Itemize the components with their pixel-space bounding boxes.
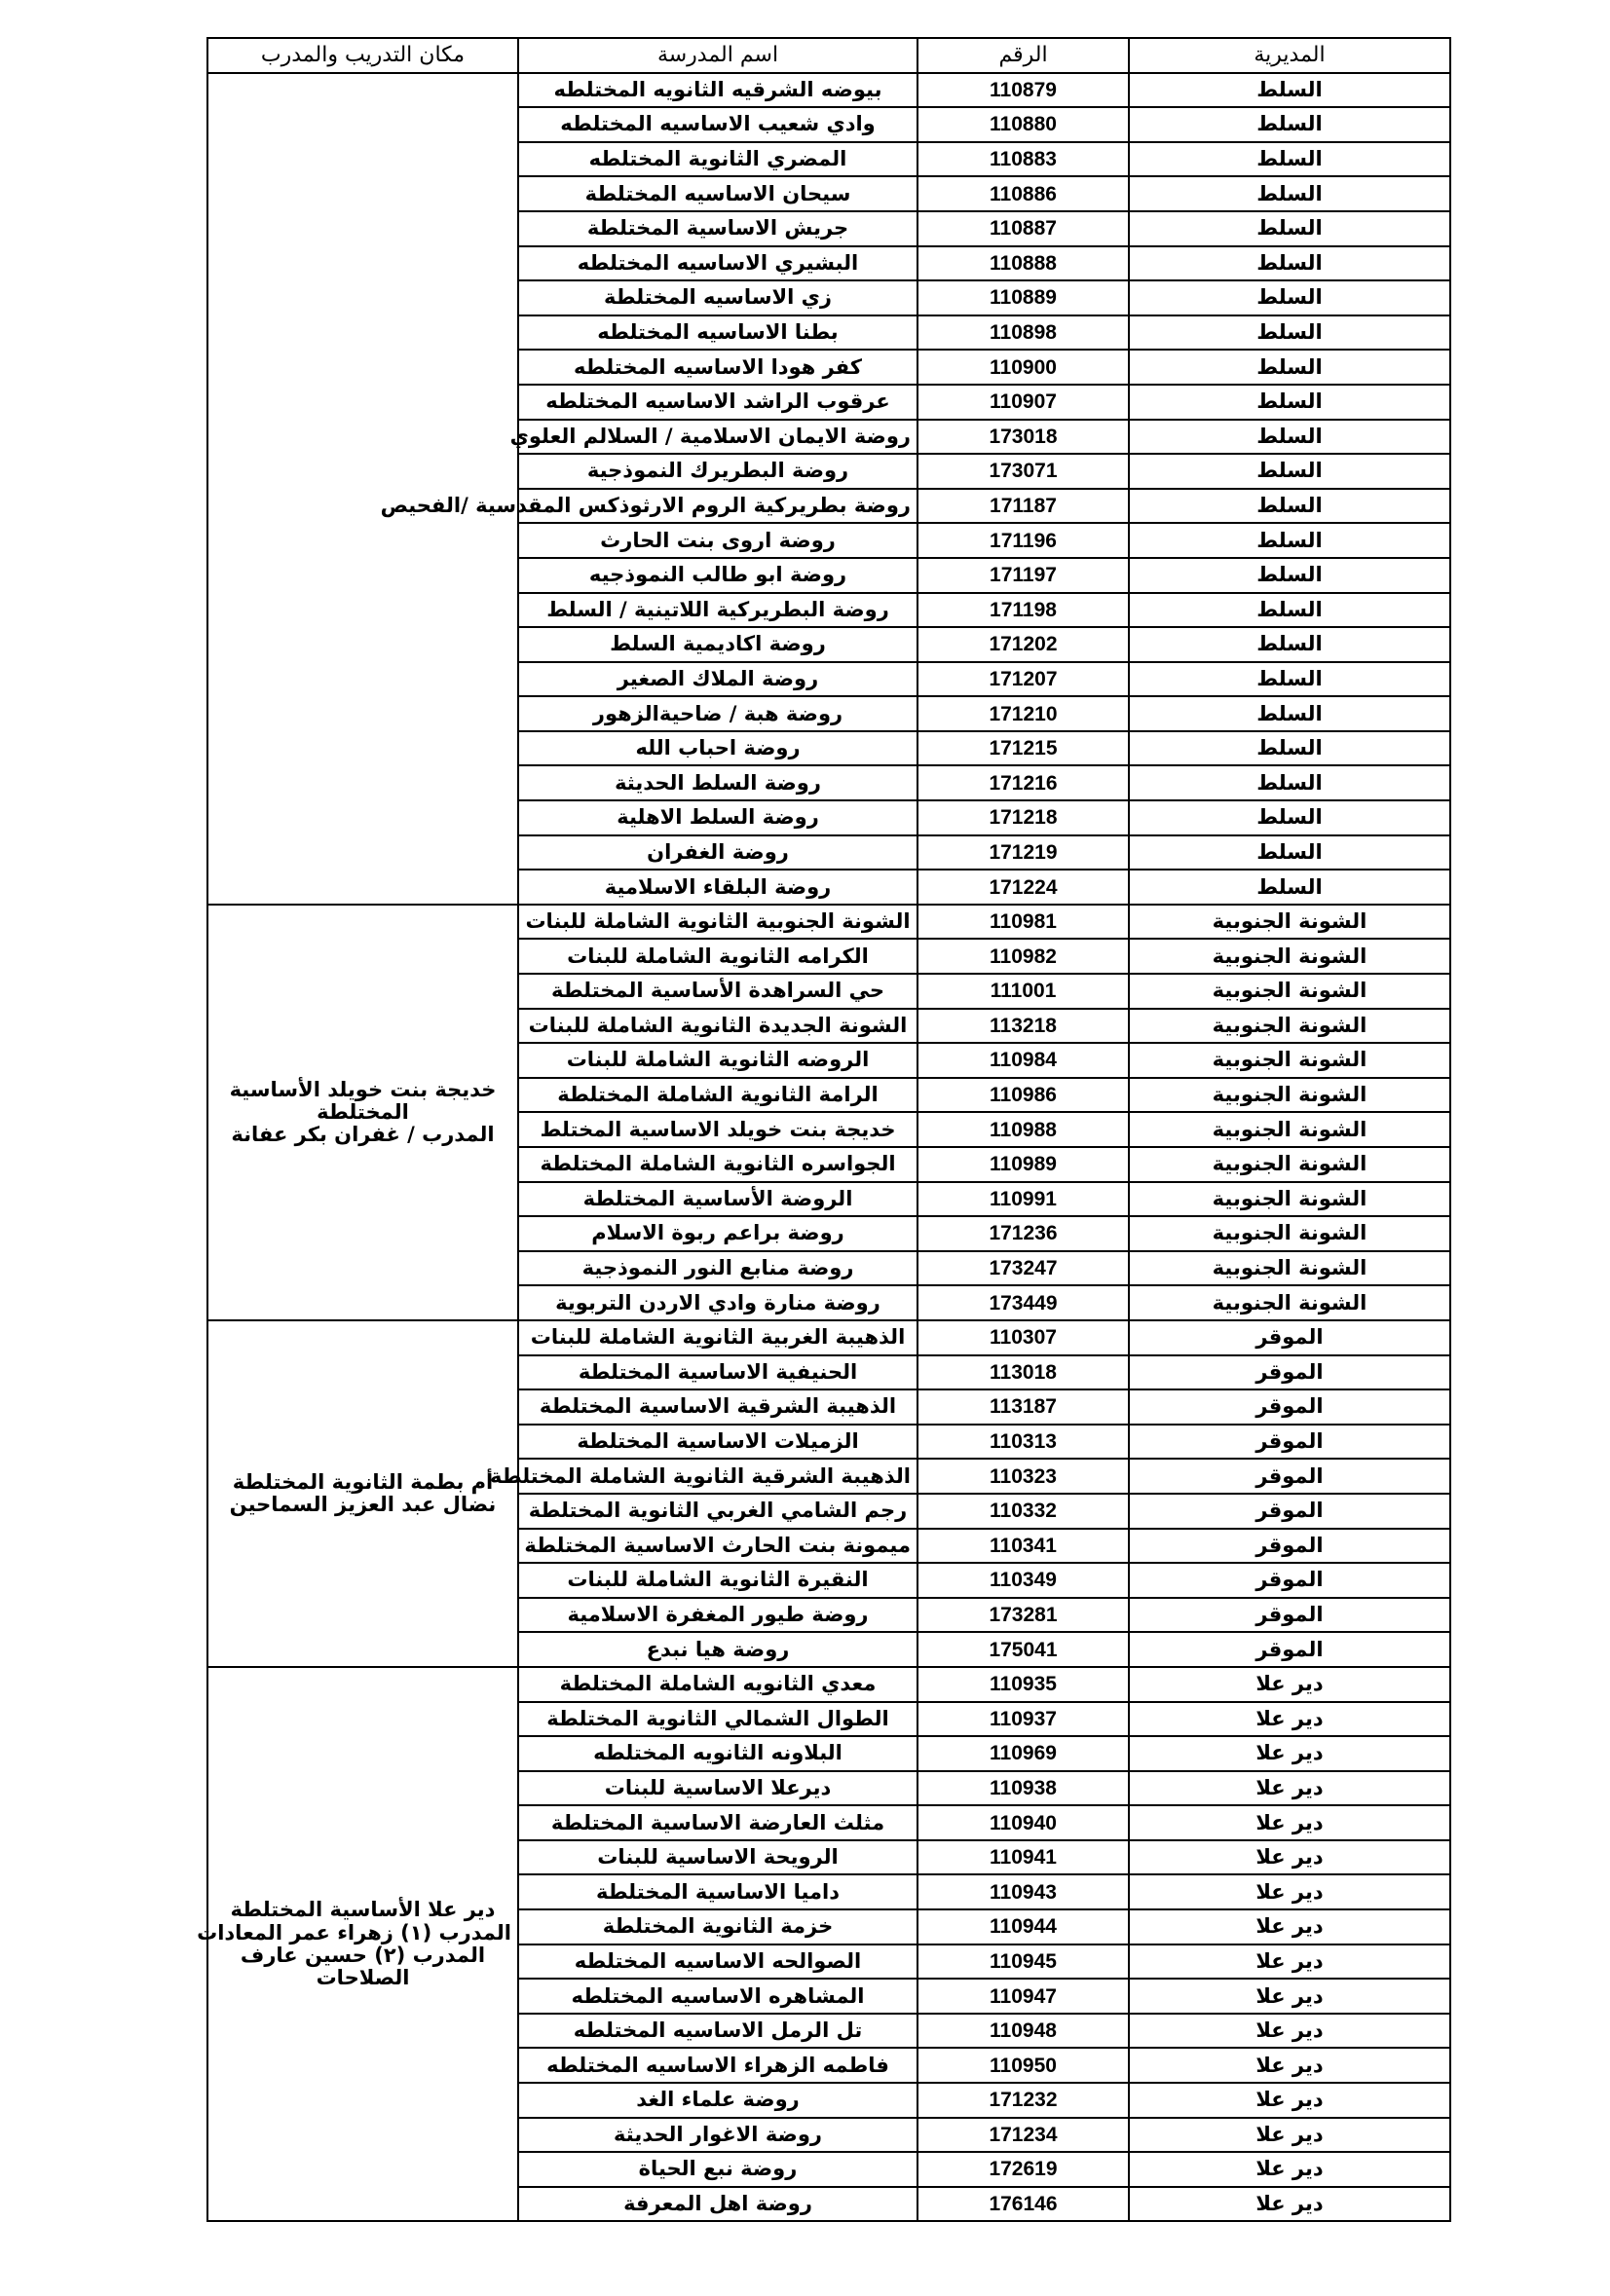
school-number-cell: 173018	[917, 420, 1129, 455]
directorate-cell: دير علا	[1129, 1702, 1450, 1737]
school-number-cell: 173449	[917, 1285, 1129, 1320]
directorate-cell: السلط	[1129, 385, 1450, 420]
school-name-cell: روضة اروى بنت الحارث	[518, 523, 917, 558]
school-number-cell: 110943	[917, 1874, 1129, 1909]
school-number-cell: 110935	[917, 1667, 1129, 1702]
school-number-cell: 110886	[917, 176, 1129, 211]
directorate-cell: الشونة الجنوبية	[1129, 1078, 1450, 1113]
directorate-cell: السلط	[1129, 593, 1450, 628]
school-number-cell: 171187	[917, 489, 1129, 524]
school-number-cell: 171234	[917, 2118, 1129, 2153]
directorate-cell: السلط	[1129, 662, 1450, 697]
school-name-cell: سيحان الاساسيه المختلطة	[518, 176, 917, 211]
directorate-cell: السلط	[1129, 523, 1450, 558]
school-number-cell: 171196	[917, 523, 1129, 558]
directorate-cell: دير علا	[1129, 1944, 1450, 1980]
directorate-cell: دير علا	[1129, 2014, 1450, 2049]
school-name-cell: الشونة الجنوبية الثانوية الشاملة للبنات	[518, 905, 917, 940]
school-name-cell: خزمة الثانوية المختلطة	[518, 1909, 917, 1944]
directorate-cell: السلط	[1129, 142, 1450, 177]
directorate-cell: الشونة الجنوبية	[1129, 1182, 1450, 1217]
school-name-cell: زي الاساسيه المختلطة	[518, 280, 917, 315]
directorate-cell: السلط	[1129, 420, 1450, 455]
school-name-cell: روضة منابع النور النموذجية	[518, 1251, 917, 1286]
school-number-cell: 110941	[917, 1840, 1129, 1875]
directorate-cell: دير علا	[1129, 2152, 1450, 2187]
directorate-cell: الشونة الجنوبية	[1129, 1216, 1450, 1251]
header-directorate: المديرية	[1129, 38, 1450, 73]
training-line: دير علا الأساسية المختلطة	[230, 1898, 496, 1922]
directorate-cell: الموقر	[1129, 1494, 1450, 1529]
school-name-cell: روضة هبة / ضاحيةالزهور	[518, 696, 917, 731]
school-name-cell: تل الرمل الاساسيه المختلطه	[518, 2014, 917, 2049]
school-number-cell: 110937	[917, 1702, 1129, 1737]
directorate-cell: دير علا	[1129, 1909, 1450, 1944]
school-number-cell: 113218	[917, 1009, 1129, 1044]
school-number-cell: 173071	[917, 454, 1129, 489]
school-number-cell: 110945	[917, 1944, 1129, 1980]
training-line: المدرب (١) زهراء عمر المعادات	[197, 1920, 511, 1944]
school-number-cell: 110888	[917, 246, 1129, 281]
directorate-cell: الموقر	[1129, 1355, 1450, 1390]
school-name-cell: ميمونة بنت الحارث الاساسية المختلطة	[518, 1529, 917, 1564]
school-number-cell: 110889	[917, 280, 1129, 315]
directorate-cell: الشونة الجنوبية	[1129, 905, 1450, 940]
training-line: المدرب / غفران بكر عفانة	[231, 1122, 495, 1146]
school-name-cell: روضة ابو طالب النموذجيه	[518, 558, 917, 593]
table-header-row	[207, 38, 1450, 73]
directorate-cell: الموقر	[1129, 1529, 1450, 1564]
directorate-cell: السلط	[1129, 627, 1450, 662]
school-name-cell: روضة اهل المعرفة	[518, 2187, 917, 2222]
school-number-cell: 171218	[917, 800, 1129, 835]
directorate-cell: السلط	[1129, 731, 1450, 766]
directorate-cell: دير علا	[1129, 1805, 1450, 1840]
school-name-cell: روضة الغفران	[518, 835, 917, 870]
school-number-cell: 171202	[917, 627, 1129, 662]
school-name-cell: وادي شعيب الاساسيه المختلطه	[518, 107, 917, 142]
school-name-cell: روضة السلط الاهلية	[518, 800, 917, 835]
school-name-cell: روضة منارة وادي الاردن التربوية	[518, 1285, 917, 1320]
school-number-cell: 171197	[917, 558, 1129, 593]
school-name-cell: الحنيفية الاساسية المختلطة	[518, 1355, 917, 1390]
school-name-cell: معدي الثانويه الشاملة المختلطة	[518, 1667, 917, 1702]
school-number-cell: 176146	[917, 2187, 1129, 2222]
header-number: الرقم	[917, 38, 1129, 73]
directorate-cell: دير علا	[1129, 1979, 1450, 2014]
school-name-cell: البلاونه الثانويه المختلطه	[518, 1736, 917, 1771]
school-name-cell: روضة احباب الله	[518, 731, 917, 766]
directorate-cell: السلط	[1129, 558, 1450, 593]
training-line: المختلطة	[317, 1099, 409, 1124]
directorate-cell: الشونة الجنوبية	[1129, 1251, 1450, 1286]
school-name-cell: المشاهره الاساسيه المختلطه	[518, 1979, 917, 2014]
directorate-cell: دير علا	[1129, 1771, 1450, 1806]
school-name-cell: الكرامه الثانوية الشاملة للبنات	[518, 939, 917, 974]
directorate-cell: السلط	[1129, 800, 1450, 835]
school-name-cell: فاطمه الزهراء الاساسيه المختلطه	[518, 2048, 917, 2083]
school-name-cell: الذهيبة الغربية الثانوية الشاملة للبنات	[518, 1320, 917, 1355]
training-line: المدرب (٢) حسين عارف	[240, 1943, 486, 1967]
school-number-cell: 110938	[917, 1771, 1129, 1806]
training-line: خديجة بنت خويلد الأساسية	[229, 1077, 497, 1101]
school-number-cell: 171215	[917, 731, 1129, 766]
directorate-cell: السلط	[1129, 696, 1450, 731]
school-name-cell: الذهيبة الشرقية الثانوية الشاملة المختلطة	[518, 1459, 917, 1494]
school-name-cell: الطوال الشمالي الثانوية المختلطة	[518, 1702, 917, 1737]
school-number-cell: 171232	[917, 2083, 1129, 2118]
school-number-cell: 110991	[917, 1182, 1129, 1217]
directorate-cell: السلط	[1129, 870, 1450, 905]
school-number-cell: 110323	[917, 1459, 1129, 1494]
directorate-cell: السلط	[1129, 454, 1450, 489]
school-number-cell: 110887	[917, 211, 1129, 246]
school-number-cell: 110307	[917, 1320, 1129, 1355]
directorate-cell: السلط	[1129, 315, 1450, 351]
training-place-cell	[207, 905, 518, 1320]
school-name-cell: الجواسره الثانوية الشاملة المختلطة	[518, 1147, 917, 1182]
table-row	[207, 73, 1450, 108]
school-name-cell: داميا الاساسية المختلطة	[518, 1874, 917, 1909]
directorate-cell: الشونة الجنوبية	[1129, 1285, 1450, 1320]
school-name-cell: رجم الشامي الغربي الثانوية المختلطة	[518, 1494, 917, 1529]
school-number-cell: 110940	[917, 1805, 1129, 1840]
school-name-cell: الصوالحه الاساسيه المختلطه	[518, 1944, 917, 1980]
school-name-cell: الذهيبة الشرقية الاساسية المختلطة	[518, 1389, 917, 1425]
school-number-cell: 110341	[917, 1529, 1129, 1564]
directorate-cell: الموقر	[1129, 1598, 1450, 1633]
school-name-cell: روضة اكاديمية السلط	[518, 627, 917, 662]
school-number-cell: 171210	[917, 696, 1129, 731]
directorate-cell: دير علا	[1129, 1667, 1450, 1702]
school-name-cell: بطنا الاساسيه المختلطه	[518, 315, 917, 351]
school-name-cell: روضة طيور المغفرة الاسلامية	[518, 1598, 917, 1633]
table-row	[207, 1667, 1450, 1702]
school-name-cell: حي السراهدة الأساسية المختلطة	[518, 974, 917, 1009]
directorate-cell: دير علا	[1129, 2083, 1450, 2118]
school-number-cell: 171216	[917, 765, 1129, 800]
school-name-cell: روضة نبع الحياة	[518, 2152, 917, 2187]
school-number-cell: 110898	[917, 315, 1129, 351]
school-number-cell: 110349	[917, 1563, 1129, 1598]
table-row	[207, 1320, 1450, 1355]
directorate-cell: الموقر	[1129, 1459, 1450, 1494]
school-name-cell: مثلث العارضة الاساسية المختلطة	[518, 1805, 917, 1840]
school-number-cell: 110900	[917, 350, 1129, 385]
table-body	[197, 73, 1450, 2222]
directorate-cell: الموقر	[1129, 1389, 1450, 1425]
training-line: أم بطمة الثانوية المختلطة	[232, 1469, 494, 1494]
directorate-cell: دير علا	[1129, 2118, 1450, 2153]
school-name-cell: الشونة الجديدة الثانوية الشاملة للبنات	[518, 1009, 917, 1044]
school-number-cell: 175041	[917, 1632, 1129, 1667]
directorate-cell: الشونة الجنوبية	[1129, 1147, 1450, 1182]
school-name-cell: روضة السلط الحديثة	[518, 765, 917, 800]
school-name-cell: كفر هودا الاساسيه المختلطه	[518, 350, 917, 385]
school-number-cell: 172619	[917, 2152, 1129, 2187]
school-number-cell: 110950	[917, 2048, 1129, 2083]
school-name-cell: المضري الثانوية المختلطه	[518, 142, 917, 177]
school-number-cell: 110989	[917, 1147, 1129, 1182]
directorate-cell: الموقر	[1129, 1632, 1450, 1667]
school-name-cell: الرويحة الاساسية للبنات	[518, 1840, 917, 1875]
training-place-cell	[197, 1667, 518, 2222]
school-number-cell: 110969	[917, 1736, 1129, 1771]
directorate-cell: السلط	[1129, 211, 1450, 246]
school-number-cell: 171219	[917, 835, 1129, 870]
school-name-cell: روضة البطريركية اللاتينية / السلط	[518, 593, 917, 628]
training-place-cell	[207, 1320, 518, 1667]
school-number-cell: 171236	[917, 1216, 1129, 1251]
directorate-cell: دير علا	[1129, 1874, 1450, 1909]
school-number-cell: 113187	[917, 1389, 1129, 1425]
school-name-cell: الروضه الثانوية الشاملة للبنات	[518, 1043, 917, 1078]
school-number-cell: 171224	[917, 870, 1129, 905]
school-name-cell: عرقوب الراشد الاساسيه المختلطه	[518, 385, 917, 420]
directorate-cell: السلط	[1129, 73, 1450, 108]
training-line: نضال عبد العزيز السماحين	[229, 1492, 497, 1516]
school-name-cell: روضة البلقاء الاسلامية	[518, 870, 917, 905]
school-number-cell: 110879	[917, 73, 1129, 108]
school-name-cell: البشيري الاساسيه المختلطه	[518, 246, 917, 281]
directorate-cell: الموقر	[1129, 1425, 1450, 1460]
school-name-cell: روضة براعم ربوة الاسلام	[518, 1216, 917, 1251]
training-line: الصلاحات	[316, 1965, 410, 1989]
directorate-cell: السلط	[1129, 107, 1450, 142]
school-number-cell: 110880	[917, 107, 1129, 142]
directorate-cell: السلط	[1129, 765, 1450, 800]
school-name-cell: بيوضه الشرقيه الثانويه المختلطه	[518, 73, 917, 108]
school-number-cell: 110332	[917, 1494, 1129, 1529]
directorate-cell: السلط	[1129, 350, 1450, 385]
school-name-cell: روضة الايمان الاسلامية / السلالم العلوي	[518, 420, 917, 455]
school-number-cell: 110981	[917, 905, 1129, 940]
directorate-cell: الشونة الجنوبية	[1129, 1009, 1450, 1044]
school-name-cell: الرامة الثانوية الشاملة المختلطة	[518, 1078, 917, 1113]
table-row	[207, 905, 1450, 940]
directorate-cell: دير علا	[1129, 1736, 1450, 1771]
school-number-cell: 110982	[917, 939, 1129, 974]
school-number-cell: 173247	[917, 1251, 1129, 1286]
school-number-cell: 110907	[917, 385, 1129, 420]
school-name-cell: خديجة بنت خويلد الاساسية المختلط	[518, 1112, 917, 1147]
school-name-cell: الزميلات الاساسية المختلطة	[518, 1425, 917, 1460]
school-number-cell: 110986	[917, 1078, 1129, 1113]
school-name-cell: روضة الاغوار الحديثة	[518, 2118, 917, 2153]
school-number-cell: 110944	[917, 1909, 1129, 1944]
school-name-cell: روضة هيا نبدع	[518, 1632, 917, 1667]
school-name-cell: روضة البطريرك النموذجية	[518, 454, 917, 489]
header-training-place: مكان التدريب والمدرب	[207, 38, 518, 73]
directorate-cell: الشونة الجنوبية	[1129, 974, 1450, 1009]
directorate-cell: الموقر	[1129, 1563, 1450, 1598]
school-number-cell: 110988	[917, 1112, 1129, 1147]
training-place-cell	[207, 73, 518, 905]
school-name-cell: جريش الاساسية المختلطة	[518, 211, 917, 246]
school-name-cell: روضة بطريركية الروم الارثوذكس المقدسية /الفحيص	[518, 489, 917, 524]
school-number-cell: 110984	[917, 1043, 1129, 1078]
school-name-cell: روضة علماء الغد	[518, 2083, 917, 2118]
school-number-cell: 111001	[917, 974, 1129, 1009]
school-number-cell: 110313	[917, 1425, 1129, 1460]
school-name-cell: الروضة الأساسية المختلطة	[518, 1182, 917, 1217]
directorate-cell: دير علا	[1129, 1840, 1450, 1875]
school-number-cell: 110948	[917, 2014, 1129, 2049]
school-name-cell: النقيرة الثانوية الشاملة للبنات	[518, 1563, 917, 1598]
directorate-cell: السلط	[1129, 489, 1450, 524]
school-name-cell: ديرعلا الاساسية للبنات	[518, 1771, 917, 1806]
school-number-cell: 110947	[917, 1979, 1129, 2014]
schools-table	[197, 37, 1451, 2222]
directorate-cell: الشونة الجنوبية	[1129, 1043, 1450, 1078]
directorate-cell: دير علا	[1129, 2048, 1450, 2083]
school-number-cell: 113018	[917, 1355, 1129, 1390]
directorate-cell: دير علا	[1129, 2187, 1450, 2222]
directorate-cell: السلط	[1129, 280, 1450, 315]
school-number-cell: 110883	[917, 142, 1129, 177]
directorate-cell: السلط	[1129, 246, 1450, 281]
school-number-cell: 171198	[917, 593, 1129, 628]
directorate-cell: السلط	[1129, 176, 1450, 211]
school-number-cell: 171207	[917, 662, 1129, 697]
directorate-cell: الموقر	[1129, 1320, 1450, 1355]
school-name-cell: روضة الملاك الصغير	[518, 662, 917, 697]
school-number-cell: 173281	[917, 1598, 1129, 1633]
directorate-cell: الشونة الجنوبية	[1129, 939, 1450, 974]
header-school-name: اسم المدرسة	[518, 38, 917, 73]
directorate-cell: الشونة الجنوبية	[1129, 1112, 1450, 1147]
directorate-cell: السلط	[1129, 835, 1450, 870]
